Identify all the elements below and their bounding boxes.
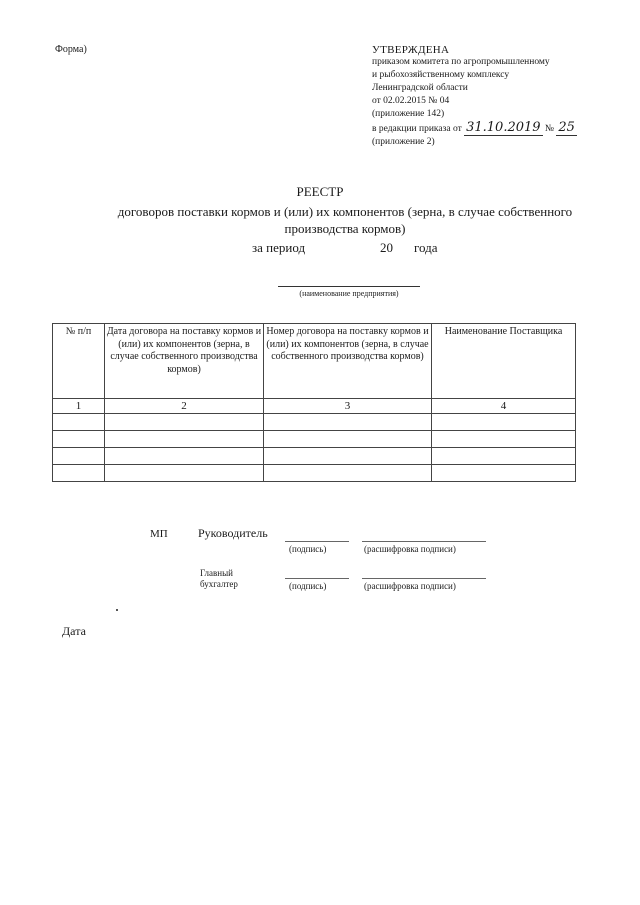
table-cell (264, 414, 432, 431)
table-row (53, 465, 576, 482)
table-cell (105, 465, 264, 482)
accountant-decode-line (362, 578, 486, 579)
document-subtitle: договоров поставки кормов и (или) их компонентов (зерна, в случае собственного производства кормов) (117, 204, 573, 236)
table-cell (53, 414, 105, 431)
revision-appendix: (приложение 2) (372, 137, 435, 147)
period-line (252, 240, 438, 256)
enterprise-caption: (наименование предприятия) (299, 289, 399, 298)
table-cell (105, 414, 264, 431)
table-row (53, 448, 576, 465)
table-cell (264, 448, 432, 465)
table-cell (53, 431, 105, 448)
header-supplier: Наименование Поставщика (432, 324, 576, 399)
header-contract-date: Дата договора на поставку кормов и (или) их компонентов (зерна, в случае собственного производства кормов) (105, 324, 264, 399)
table-cell (432, 465, 576, 482)
table-cell (432, 431, 576, 448)
column-number: 4 (432, 399, 576, 414)
revision-line (372, 121, 622, 136)
column-number: 3 (264, 399, 432, 414)
table-cell (53, 465, 105, 482)
enterprise-name-line (278, 286, 420, 287)
table-row (53, 414, 576, 431)
approval-line: приказом комитета по агропромышленному (372, 57, 550, 67)
table-cell (264, 465, 432, 482)
approval-line: Ленинградской области (372, 83, 468, 93)
accountant-decode-caption: (расшифровка подписи) (364, 581, 456, 591)
scan-speck (116, 609, 118, 611)
table-header-row (53, 324, 576, 399)
table-cell (264, 431, 432, 448)
head-decode-caption: (расшифровка подписи) (364, 544, 456, 554)
revision-number-handwritten: 25 (558, 120, 575, 135)
column-number-row (53, 399, 576, 414)
period-year-suffix: года (414, 240, 438, 255)
revision-date-handwritten: 31.10.2019 (466, 120, 541, 135)
chief-accountant-label: Главный бухгалтер (200, 568, 238, 589)
accountant-signature-line (285, 578, 349, 579)
period-year-prefix: 20 (380, 240, 393, 255)
header-number: № п/п (53, 324, 105, 399)
form-label: Форма) (55, 44, 87, 55)
approval-line: (приложение 142) (372, 109, 445, 119)
revision-number-label: № (544, 124, 554, 134)
stamp-label: МП (150, 528, 168, 540)
period-label: за период (252, 240, 306, 255)
approval-block (372, 44, 622, 149)
table-cell (53, 448, 105, 465)
approval-line: и рыбохозяйственному комплексу (372, 70, 510, 80)
head-label: Руководитель (198, 526, 268, 540)
approval-line: от 02.02.2015 № 04 (372, 96, 450, 106)
head-signature-line (285, 541, 349, 542)
table-row (53, 431, 576, 448)
column-number: 2 (105, 399, 264, 414)
document-title: РЕЕСТР (296, 184, 344, 199)
table-cell (432, 448, 576, 465)
date-label: Дата (62, 624, 86, 638)
head-decode-line (362, 541, 486, 542)
table-cell (105, 448, 264, 465)
accountant-signature-caption: (подпись) (289, 581, 327, 591)
approval-title: УТВЕРЖДЕНА (372, 44, 450, 56)
revision-prefix: в редакции приказа от (372, 124, 462, 134)
table-cell (105, 431, 264, 448)
column-number: 1 (53, 399, 105, 414)
head-signature-caption: (подпись) (289, 544, 327, 554)
registry-table (52, 323, 576, 482)
header-contract-number: Номер договора на поставку кормов и (или) их компонентов (зерна, в случае собственного производства кормов) (264, 324, 432, 399)
table-cell (432, 414, 576, 431)
